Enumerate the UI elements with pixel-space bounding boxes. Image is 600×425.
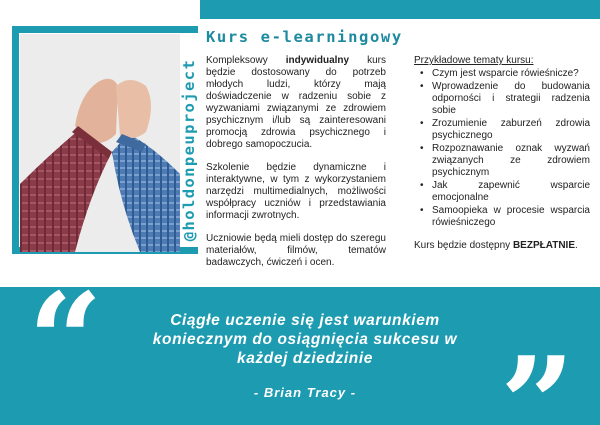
topic-item: • Rozpoznawanie oznak wyzwań związanych ze zdrowiem psychicznym: [414, 143, 590, 179]
topic-item: • Samoopieka w procesie wsparcia rówieśniczego: [414, 205, 590, 229]
open-quote-icon: “: [28, 264, 103, 417]
quote-text: Ciągłe uczenie się jest warunkiem koniecznym do osiągnięcia sukcesu w każdej dziedzinie: [152, 312, 458, 367]
fist-bump-photo: [20, 34, 180, 252]
topic-item: • Czym jest wsparcie rówieśnicze?: [414, 68, 590, 80]
close-quote-icon: ”: [500, 328, 575, 425]
topic-item: • Zrozumienie zaburzeń zdrowia psychicznego: [414, 118, 590, 142]
availability-note: Kurs będzie dostępny BEZPŁATNIE.: [414, 240, 578, 251]
course-description-column: [206, 55, 386, 280]
topic-item: • Jak zapewnić wsparcie emocjonalne: [414, 180, 590, 204]
materials-paragraph: Uczniowie będą mieli dostęp do szeregu materiałów, filmów, tematów badawczych, ćwiczeń i ocen.: [206, 233, 386, 268]
quote-author: - Brian Tracy -: [253, 385, 357, 400]
top-accent-band: [200, 0, 600, 19]
topics-list: [414, 68, 590, 229]
topic-item: • Wprowadzenie do budowania odporności i strategii radzenia sobie: [414, 81, 590, 117]
topics-heading: Przykładowe tematy kursu:: [414, 55, 534, 66]
page-title: Kurs e-learningowy: [206, 28, 403, 46]
intro-paragraph: Kompleksowy indywidualny kurs będzie dostosowany do potrzeb młodych ludzi, którzy mają doświadczenie w radzeniu sobie z wyzwaniami związanymi ze zdrowiem psychicznym i/lub są zainteresowani promocją zdrowia psychicznego i dobrego samopoczucia.: [206, 55, 387, 150]
training-paragraph: Szkolenie będzie dynamiczne i interaktywne, w tym z wykorzystaniem narzędzi multimedialnych, możliwości współpracy uczniów i przedstawiania informacji zwrotnych.: [206, 162, 386, 221]
course-topics-column: [414, 55, 590, 252]
